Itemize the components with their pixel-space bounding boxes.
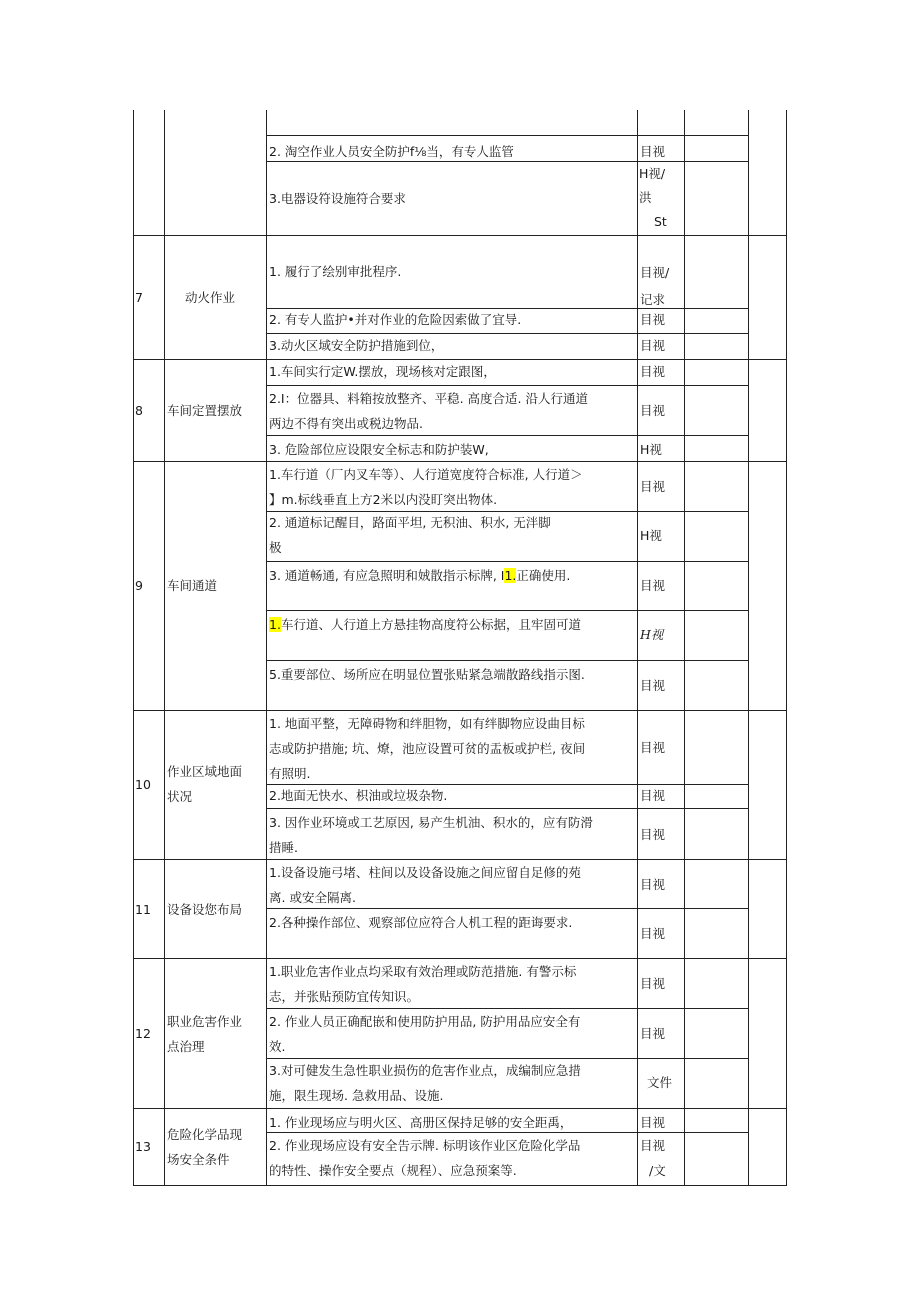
check-item-text: 2.各种操作部位、观察部位应符合人机工程的距诲要求. [269, 915, 573, 930]
check-item-text: 1. 作业现场应与明火区、高册区保持足够的安全距禹， [269, 1115, 573, 1130]
row-number: 10 [135, 777, 151, 792]
check-method: 文件 [647, 1075, 673, 1090]
check-method: 目视/ 记求 [640, 265, 670, 307]
row-item-title: 车间通道 [167, 578, 218, 593]
grid-line [266, 135, 749, 136]
grid-line [133, 235, 787, 236]
check-method: H视 [640, 442, 662, 457]
grid-line [637, 110, 638, 1185]
check-item-text: 1.设备设施弓堵、柱间以及设备设施之间应留自足修的苑 离. 或安全隔离. [269, 865, 581, 905]
check-method: 目视 [640, 312, 666, 327]
check-method: 目视 [640, 1026, 666, 1041]
highlight-mark: 1. [504, 568, 517, 583]
check-item-text: 1.车间实行定W.摆放，现场核对定跟图， [269, 364, 496, 379]
row-item-title: 设备设您布局 [167, 902, 243, 917]
check-item-text: 2.地面无快水、枳油或垃圾杂物. [269, 788, 448, 803]
check-method: 目视 [640, 740, 666, 755]
check-method: 目视 [640, 364, 666, 379]
check-method: 目视 [640, 877, 666, 892]
check-method: H视/ 洪 St [639, 166, 667, 229]
check-method: 目视 [640, 926, 666, 941]
grid-line [786, 110, 787, 1185]
grid-line [133, 1108, 787, 1109]
check-method: 目视 [640, 788, 666, 803]
grid-line [748, 110, 749, 1185]
grid-line [133, 1185, 787, 1186]
check-item-text: 3. 因作业环境或工艺原因, 易产生机油、积水的，应有防滑 措睡. [269, 815, 593, 855]
grid-line [164, 110, 165, 1185]
check-method: 目视 [640, 403, 666, 418]
check-method: 目视 [640, 976, 666, 991]
check-item-text: 1.车行道、人行道上方悬挂物高度符公标据，且牢固可道 [269, 617, 581, 632]
check-item-text: 1. 地面平整，无障碍物和绊胆物，如有绊脚物应设曲目标 志或防护措施; 坑、燎，池应设置可贫的盂板或护栏, 夜间 有照明. [269, 716, 586, 781]
row-item-title: 职业危害作业 点治理 [167, 1014, 243, 1054]
row-item-title: 作业区域地面 状况 [167, 764, 243, 804]
check-item-text: 3. 危险部位应设限安全标志和防护装W, [269, 442, 489, 457]
check-item-text: 3.电器设符设施符合要求 [269, 191, 406, 206]
check-method: H视 [640, 627, 664, 642]
check-item-text: 1.职业危害作业点均采取有效治理或防范措施. 有警示标 志，并张贴预防宜传知识。 [269, 964, 577, 1004]
check-item-text: 3.动火区域安全防护措施到位， [269, 338, 444, 353]
check-item-text: 5.重要部位、场所应在明显位置张贴紧急端散路线指示图. [269, 667, 585, 682]
check-method: 目视 [640, 1115, 666, 1130]
check-method: 目视 [640, 678, 666, 693]
grid-line [133, 110, 134, 1185]
row-item-title: 车间定置摆放 [167, 403, 243, 418]
row-number: 8 [135, 403, 143, 418]
check-method: 目视 [640, 479, 666, 494]
row-number: 12 [135, 1026, 151, 1041]
check-item-text: 1. 履行了绘别审批程序. [269, 264, 402, 279]
grid-line [684, 110, 685, 1185]
check-method: 目视 [640, 338, 666, 353]
grid-line [266, 610, 749, 611]
grid-line [266, 660, 749, 661]
check-item-text: 1.车行道（厂内叉车等）、人行道宽度符合标准, 人行道＞ 】m.标线垂直上方2米以内没盯突出物体. [269, 467, 583, 507]
grid-line [266, 808, 749, 809]
check-method: 目视 [640, 144, 666, 159]
check-method: 目视 /文 [640, 1138, 666, 1178]
check-item-text: 3. 通道畅通, 有应急照明和娀散指示标牌, I1.正确使用. [269, 568, 571, 583]
check-item-text: 2.I：位器具、料箱按放整齐、平稳. 高度合适. 沿人行通道 两边不得有突出或税边物品. [269, 391, 589, 431]
check-item-text: 2. 有专人监护•并对作业的危险因索做了宜导. [269, 312, 522, 327]
check-method: H视 [640, 528, 662, 543]
check-item-text: 2. 通道标记醒目，路面平坦, 无积油、积水, 无泮脚 极 [269, 515, 551, 555]
check-item-text: 3.对可健发生急性职业损伤的危害作业点，成编制应急措 施，限生现场. 急救用品、设施. [269, 1063, 581, 1103]
highlight-mark: 1. [269, 617, 281, 632]
row-number: 13 [135, 1139, 151, 1154]
check-item-text: 2. 作业人员正确配嵌和使用防护用品, 防护用品应安全有 效. [269, 1014, 581, 1054]
row-item-title: 动火作业 [185, 290, 236, 305]
row-number: 9 [135, 578, 143, 593]
row-number: 7 [135, 290, 143, 305]
row-item-title: 危险化学品现 场安全条件 [167, 1127, 243, 1167]
grid-line [266, 110, 267, 1185]
grid-line [266, 561, 749, 562]
check-item-text: 2. 淘空作业人员安全防护f⅛当，有专人监管 [269, 144, 514, 159]
row-number: 11 [135, 902, 151, 917]
check-method: 目视 [640, 827, 666, 842]
check-item-text: 2. 作业现场应设有安全告示牌. 标明该作业区危险化学品 的特性、操作安全要点（规程）、应急预案等. [269, 1138, 581, 1178]
check-method: 目视 [640, 578, 666, 593]
